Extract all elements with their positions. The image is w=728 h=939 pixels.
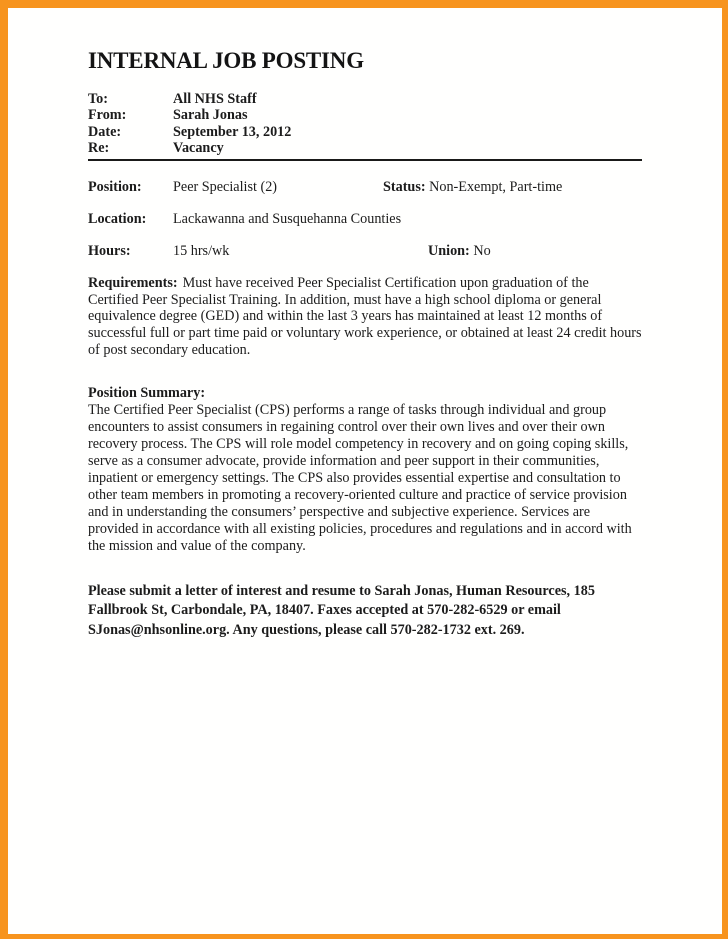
union-label: Union: xyxy=(428,243,470,260)
location-label: Location: xyxy=(88,211,147,228)
memo-label-to: To: xyxy=(88,91,108,107)
memo-value-from: Sarah Jonas xyxy=(173,107,248,124)
memo-row-date xyxy=(88,124,642,140)
requirements-label: Requirements: xyxy=(88,275,178,292)
memo-row-re xyxy=(88,140,642,156)
union-value: No xyxy=(473,243,491,260)
memo-label-from: From: xyxy=(88,107,127,124)
memo-value-date: September 13, 2012 xyxy=(173,123,292,140)
closing-paragraph: Please submit a letter of interest and resume to Sarah Jonas, Human Resources, 185 Fallbrook St, Carbondale, PA, 18407. Faxes accepted at 570-282-6529 or email SJonas@nhsonline.org. Any questions, please call 570-282-1732 ext. 269. xyxy=(88,583,595,638)
document-title: INTERNAL JOB POSTING xyxy=(88,48,364,73)
position-value: Peer Specialist (2) xyxy=(173,179,278,196)
memo-label-date: Date: xyxy=(88,123,122,140)
location-value: Lackawanna and Susquehanna Counties xyxy=(173,211,402,228)
union-pair xyxy=(428,243,491,259)
document-content xyxy=(88,48,642,640)
position-summary-label: Position Summary: xyxy=(88,385,206,402)
hours-row xyxy=(88,243,642,259)
memo-label-re: Re: xyxy=(88,139,110,156)
memo-row-from xyxy=(88,107,642,123)
memo-value-to: All NHS Staff xyxy=(173,91,257,107)
job-details xyxy=(88,179,642,259)
location-row xyxy=(88,211,642,227)
status-pair xyxy=(383,179,562,195)
hours-label: Hours: xyxy=(88,243,131,260)
memo-value-re: Vacancy xyxy=(173,139,224,156)
memo-row-to xyxy=(88,91,642,107)
status-value: Non-Exempt, Part-time xyxy=(429,179,563,196)
requirements-paragraph xyxy=(88,275,642,358)
status-label: Status: xyxy=(383,179,426,196)
position-row xyxy=(88,179,642,195)
requirements-text: Must have received Peer Specialist Certification upon graduation of the Certified Peer Specialist Training. In addition, must have a high school diploma or general equivalence degree (GED) and within the last 3 years has maintained at least 12 months of successful full or part time paid or voluntary work experience, or obtained at least 24 credit hours of post secondary education. xyxy=(88,275,642,358)
hours-value: 15 hrs/wk xyxy=(173,243,230,260)
position-label: Position: xyxy=(88,179,142,196)
position-summary-text: The Certified Peer Specialist (CPS) performs a range of tasks through individual and group encounters to assist consumers in regaining control over their own lives and over their own recovery process. The CPS will role model competency in recovery and on going coping skills, serve as a consumer advocate, provide information and peer support in their communities, inpatient or emergency settings. The CPS also provides essential expertise and consultation to other team members in promoting a recovery-oriented culture and practice of service provision and in understanding the consumers’ perspective and subjective experience. Services are provided in accordance with all existing policies, procedures and regulations and in accord with the mission and value of the company. xyxy=(88,402,632,555)
memo-header xyxy=(88,91,642,156)
position-summary-section xyxy=(88,385,642,555)
header-divider xyxy=(88,159,642,161)
